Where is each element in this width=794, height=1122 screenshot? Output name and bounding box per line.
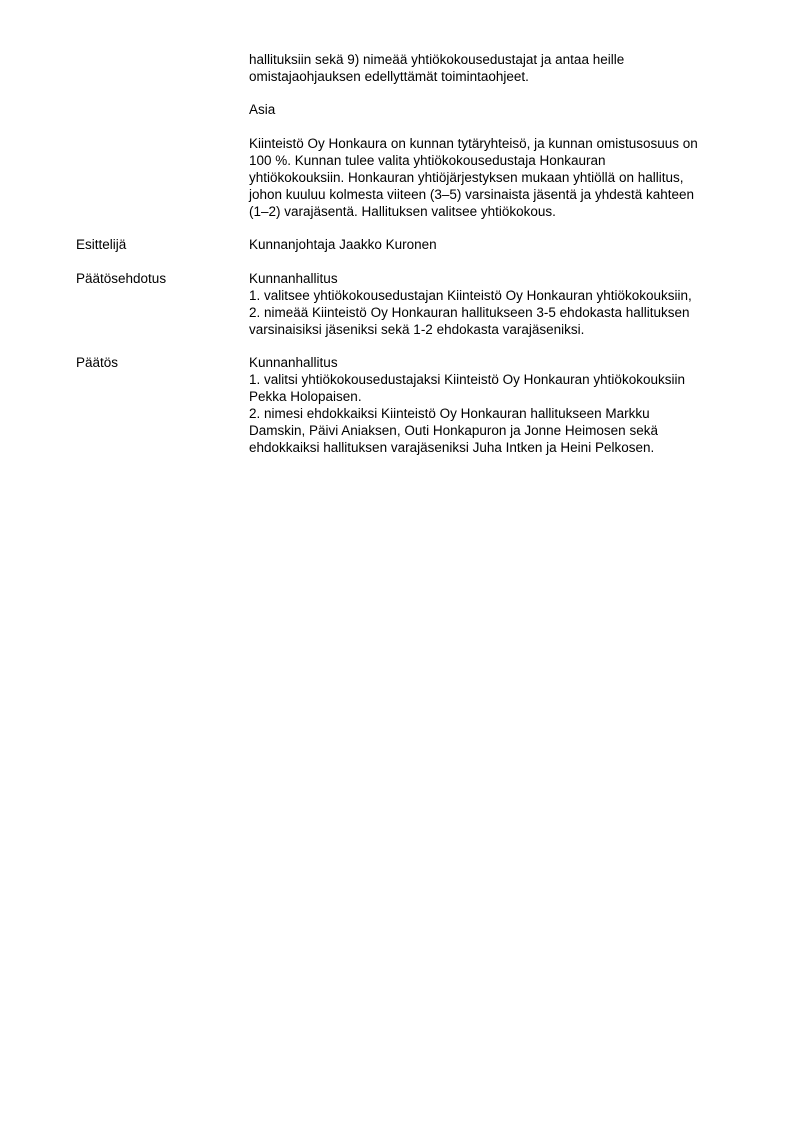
intro-text [249,51,744,85]
text-line: 2. nimeää Kiinteistö Oy Honkauran hallitukseen 3-5 ehdokasta hallituksen [249,305,690,320]
text-line: Pekka Holopaisen. [249,389,362,404]
text-line: (1–2) varajäsentä. Hallituksen valitsee yhtiökokous. [249,204,556,219]
text-line: yhtiökokouksiin. Honkauran yhtiöjärjestyksen mukaan yhtiöllä on hallitus, [249,170,684,185]
paatosehdotus-label: Päätösehdotus [76,271,167,286]
text-line: hallituksiin sekä 9) nimeää yhtiökokousedustajat ja antaa heille [249,52,625,67]
text-line: 1. valitsee yhtiökokousedustajan Kiinteistö Oy Honkauran yhtiökokouksiin, [249,288,692,303]
text-line: Kunnanhallitus [249,271,338,286]
asia-heading: Asia [249,102,276,117]
esittelija-value: Kunnanjohtaja Jaakko Kuronen [249,237,437,252]
asia-text [249,135,744,220]
text-line: varsinaisiksi jäseniksi sekä 1-2 ehdokasta varajäseniksi. [249,322,585,337]
paatosehdotus-text [249,270,744,338]
text-line: 100 %. Kunnan tulee valita yhtiökokousedustaja Honkauran [249,153,606,168]
text-line: Kiinteistö Oy Honkaura on kunnan tytäryhteisö, ja kunnan omistusosuus on [249,136,698,151]
text-line: ehdokkaiksi hallituksen varajäseniksi Juha Intken ja Heini Pelkosen. [249,440,655,455]
text-line: 2. nimesi ehdokkaiksi Kiinteistö Oy Honkauran hallitukseen Markku [249,406,650,421]
esittelija-label: Esittelijä [76,237,127,252]
text-line: johon kuuluu kolmesta viiteen (3–5) varsinaista jäsentä ja yhdestä kahteen [249,187,695,202]
paatos-text [249,354,744,456]
text-line: Damskin, Päivi Aniaksen, Outi Honkapuron ja Jonne Heimosen sekä [249,423,658,438]
text-line: 1. valitsi yhtiökokousedustajaksi Kiinteistö Oy Honkauran yhtiökokouksiin [249,372,685,387]
text-line: Kunnanhallitus [249,355,338,370]
text-line: omistajaohjauksen edellyttämät toimintaohjeet. [249,69,529,84]
paatos-label: Päätös [76,355,119,370]
